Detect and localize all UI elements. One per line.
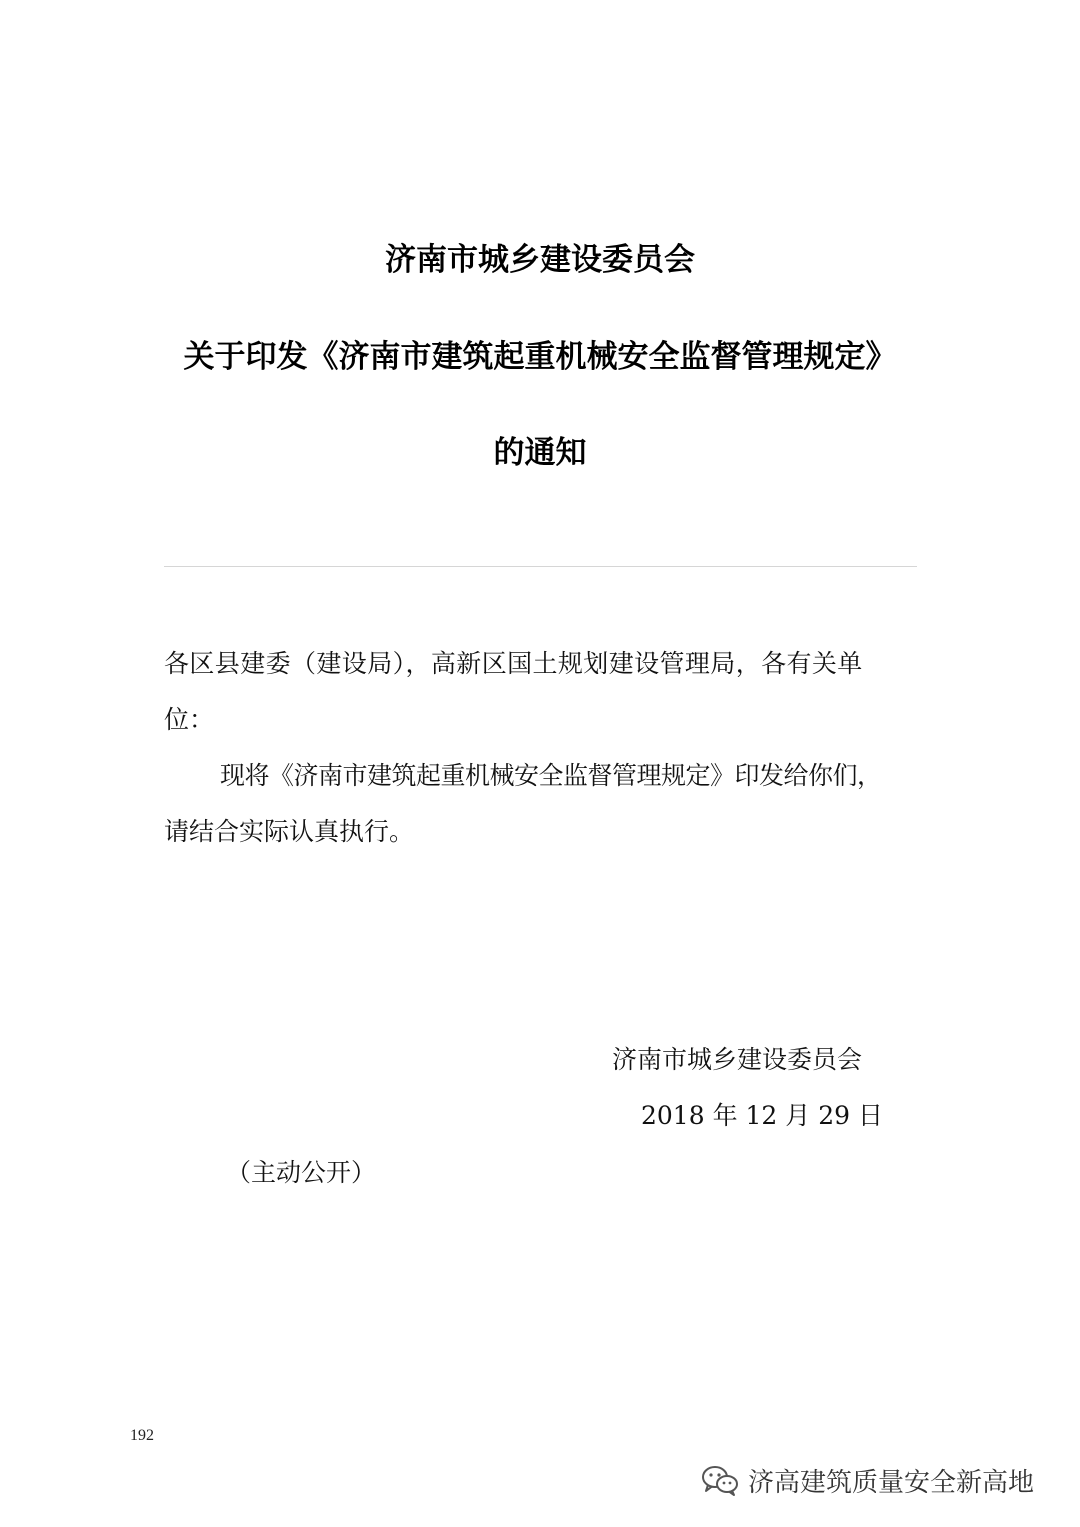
signature-organization: 济南市城乡建设委员会	[612, 1045, 863, 1074]
title-line-2: 关于印发《济南市建筑起重机械安全监督管理规定》	[183, 339, 897, 375]
addressee-line-1: 各区县建委（建设局），高新区国土规划建设管理局，各有关单	[164, 649, 863, 678]
title-line-1: 济南市城乡建设委员会	[385, 242, 695, 278]
page-number: 192	[130, 1427, 154, 1444]
wechat-watermark	[700, 1458, 1034, 1502]
body-line-2: 请结合实际认真执行。	[164, 817, 415, 846]
disclosure-label: （主动公开）	[226, 1158, 377, 1187]
title-divider	[164, 566, 917, 567]
addressee-line-2: 位：	[164, 705, 215, 734]
signature-date: 2018 年 12 月 29 日	[641, 1101, 883, 1130]
title-line-3: 的通知	[493, 435, 587, 471]
wechat-icon	[700, 1463, 740, 1497]
body-line-1: 现将《济南市建筑起重机械安全监督管理规定》印发给你们，	[220, 761, 882, 790]
watermark-text: 济高建筑质量安全新高地	[748, 1467, 1035, 1498]
